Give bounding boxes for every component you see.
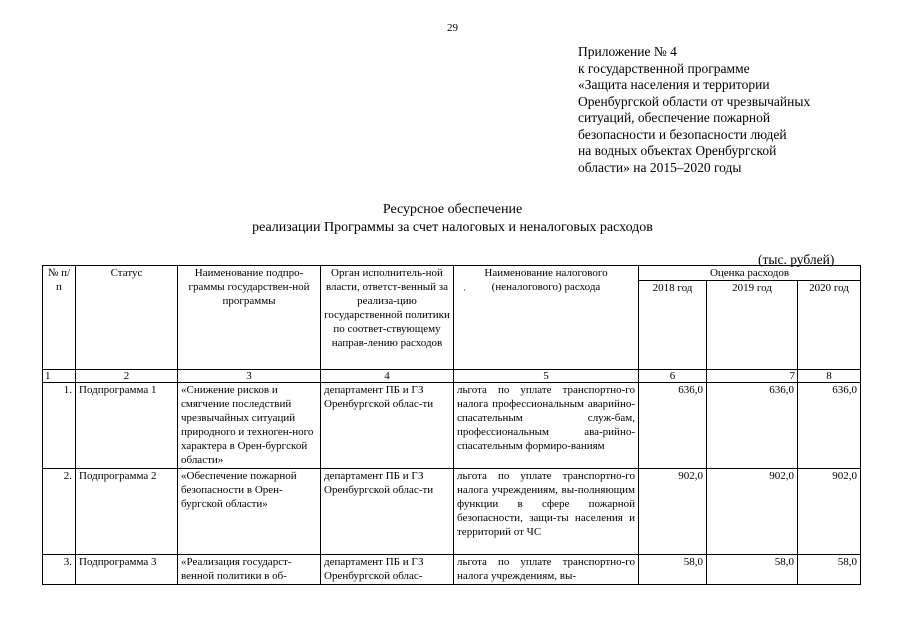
column-number: 1 xyxy=(43,370,76,383)
row-2019-value: 902,0 xyxy=(707,469,798,555)
row-2018-value: 58,0 xyxy=(639,555,707,585)
row-subprogram: «Снижение рисков и смягчение последствий чрезвычайных ситуаций природного и техноген-ного характера в Орен-бургской области» xyxy=(178,383,321,469)
resource-table xyxy=(42,265,861,585)
header-subprogram: Наименование подпро-граммы государствен-ной программы xyxy=(178,266,321,370)
header-2018: 2018 год xyxy=(639,281,707,370)
header-estimate: Оценка расходов xyxy=(639,266,861,281)
table-row xyxy=(43,469,861,555)
header-executor: Орган исполнитель-ной власти, ответст-венный за реализа-цию государственной политики по соответ-ствующему направ-лению расходов xyxy=(321,266,454,370)
row-tax-name: льгота по уплате транспортно-го налога учреждениям, вы- xyxy=(454,555,639,585)
row-2019-value: 58,0 xyxy=(707,555,798,585)
row-executor: департамент ПБ и ГЗ Оренбургской облас-ти xyxy=(321,469,454,555)
header-2020: 2020 год xyxy=(798,281,861,370)
appendix-line: области» на 2015–2020 годы xyxy=(578,159,742,175)
stray-mark: · xyxy=(463,285,466,295)
appendix-line: на водных объектах Оренбургской xyxy=(578,143,777,158)
row-status: Подпрограмма 3 xyxy=(76,555,178,585)
appendix-line: ситуаций, обеспечение пожарной xyxy=(578,110,771,125)
appendix-line: к государственной программе xyxy=(578,60,750,76)
column-number: 4 xyxy=(321,370,454,383)
row-2020-value: 902,0 xyxy=(798,469,861,555)
row-tax-name: льгота по уплате транспортно-го налога учреждениям, вы-полняющим функции в сфере пожарной безопасности, защи-ты населения и территорий от ЧС xyxy=(454,469,639,555)
row-executor: департамент ПБ и ГЗ Оренбургской облас-ти xyxy=(321,383,454,469)
row-2019-value: 636,0 xyxy=(707,383,798,469)
column-number: 2 xyxy=(76,370,178,383)
row-status: Подпрограмма 1 xyxy=(76,383,178,469)
row-subprogram: «Обеспечение пожарной безопасности в Орен-бургской области» xyxy=(178,469,321,555)
appendix-block xyxy=(578,44,878,176)
document-title xyxy=(0,201,905,237)
row-2018-value: 902,0 xyxy=(639,469,707,555)
row-status: Подпрограмма 2 xyxy=(76,469,178,555)
row-num: 2. xyxy=(43,469,76,555)
page-number: 29 xyxy=(447,22,458,34)
header-2019: 2019 год xyxy=(707,281,798,370)
unit-note: (тыс. рублей) xyxy=(758,252,835,267)
appendix-line: «Защита населения и территории xyxy=(578,77,770,92)
row-executor: департамент ПБ и ГЗ Оренбургской облас- xyxy=(321,555,454,585)
appendix-line: безопасности и безопасности людей xyxy=(578,126,787,142)
column-number: 7 xyxy=(707,370,798,383)
header-tax-name: Наименование налогового (неналогового) расхода xyxy=(454,266,639,370)
row-subprogram: «Реализация государст-венной политики в об- xyxy=(178,555,321,585)
appendix-line: Приложение № 4 xyxy=(578,44,677,59)
table-row xyxy=(43,383,861,469)
row-num: 3. xyxy=(43,555,76,585)
column-number: 5 xyxy=(454,370,639,383)
table-header-row xyxy=(43,266,861,281)
row-2018-value: 636,0 xyxy=(639,383,707,469)
title-line-1: Ресурсное обеспечение xyxy=(382,202,523,217)
row-2020-value: 636,0 xyxy=(798,383,861,469)
row-tax-name: льгота по уплате транспортно-го налога профессиональным аварийно-спасательным служ-бам, профессиональным ава-рийно-спасательным формиро-ваниям xyxy=(454,383,639,469)
row-2020-value: 58,0 xyxy=(798,555,861,585)
title-line-2: реализации Программы за счет налоговых и неналоговых расходов xyxy=(252,220,653,235)
column-number: 3 xyxy=(178,370,321,383)
row-num: 1. xyxy=(43,383,76,469)
header-num: № п/п xyxy=(43,266,76,370)
column-number-row xyxy=(43,370,861,383)
column-number: 8 xyxy=(798,370,861,383)
table-row xyxy=(43,555,861,585)
appendix-line: Оренбургской области от чрезвычайных xyxy=(578,93,811,109)
column-number: 6 xyxy=(639,370,707,383)
header-status: Статус xyxy=(76,266,178,370)
